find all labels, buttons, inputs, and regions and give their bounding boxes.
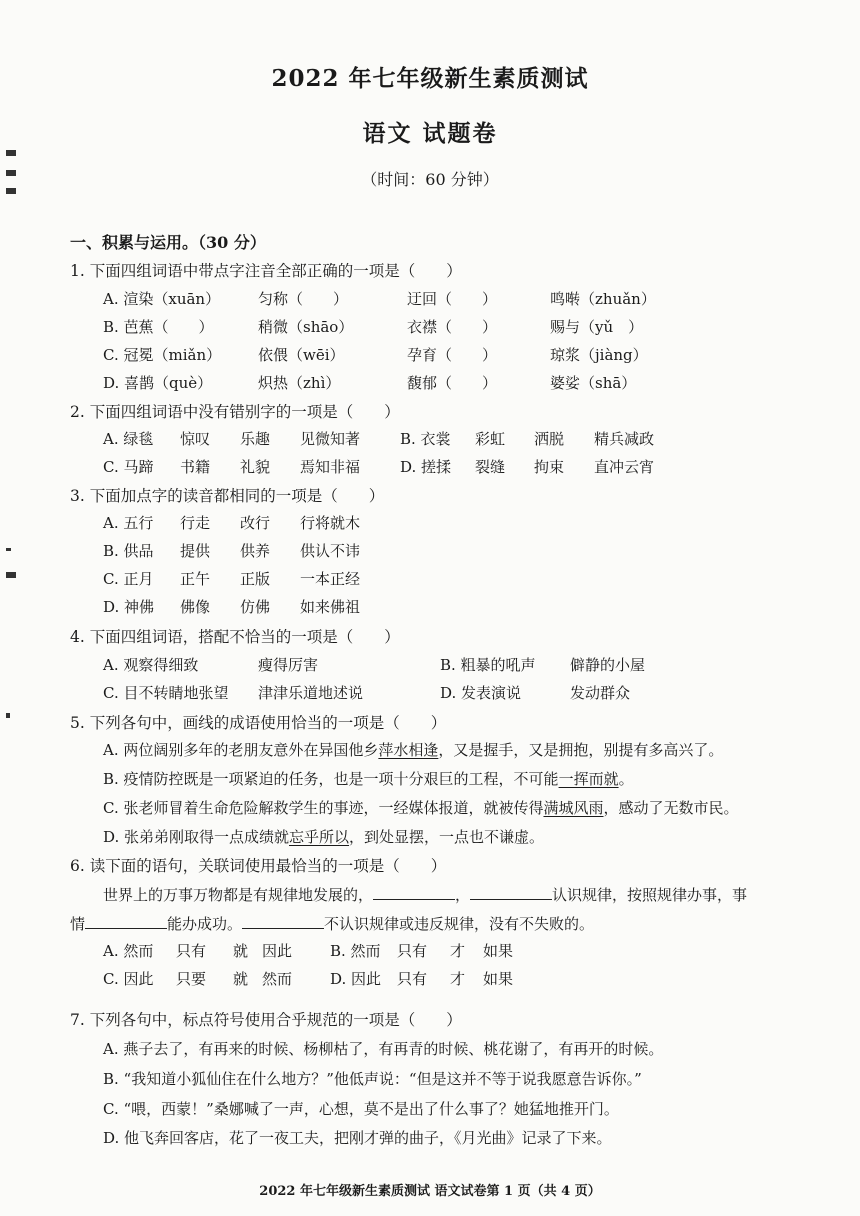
binding-mark — [6, 548, 11, 551]
q3-stem: 3. 下面加点字的读音都相同的一项是（ ） — [70, 487, 385, 505]
q3-option: 佛像 — [180, 598, 211, 616]
q2-option: 见微知著 — [300, 430, 361, 448]
q6-option: 如果 — [483, 942, 514, 960]
q4-stem: 4. 下面四组词语，搭配不恰当的一项是（ ） — [70, 628, 400, 646]
q3-option: 正版 — [240, 570, 271, 588]
q3-option: 改行 — [240, 514, 271, 532]
q3-option: 正午 — [180, 570, 211, 588]
page-footer: 2022 年七年级新生素质测试 语文试卷第 1 页（共 4 页） — [259, 1184, 601, 1199]
q4-option: D. 发表演说 — [440, 684, 522, 702]
q1-option: 稍微（shāo） — [258, 318, 354, 336]
q6-option: C. 因此 — [103, 970, 154, 988]
fill-blank — [242, 914, 324, 929]
q1-option: 馥郁（ ） — [407, 374, 498, 392]
q6-option: B. 然而 — [330, 942, 381, 960]
q2-option: C. 马蹄 — [103, 458, 154, 476]
q5-option-c: C. 张老师冒着生命危险解救学生的事迹，一经媒体报道，就被传得满城风雨，感动了无数市民。 — [103, 799, 739, 817]
q2-option: 彩虹 — [475, 430, 506, 448]
underlined-idiom: 满城风雨 — [543, 799, 604, 817]
q1-option: 孕育（ ） — [407, 346, 498, 364]
q4-option: B. 粗暴的吼声 — [440, 656, 536, 674]
q6-option: D. 因此 — [330, 970, 382, 988]
q1-stem: 1. 下面四组词语中带点字注音全部正确的一项是（ ） — [70, 262, 462, 280]
section-heading: 一、积累与运用。（30 分） — [70, 233, 266, 252]
q1-option: 赐与（yǔ ） — [550, 318, 644, 336]
q5-stem: 5. 下列各句中，画线的成语使用恰当的一项是（ ） — [70, 714, 447, 732]
exam-time: （时间：60 分钟） — [361, 170, 499, 189]
q7-option-d: D. 他飞奔回客店，花了一夜工夫，把刚才弹的曲子，《月光曲》记录了下来。 — [103, 1129, 612, 1147]
q2-option: 乐趣 — [240, 430, 271, 448]
q3-option: 如来佛祖 — [300, 598, 361, 616]
underlined-idiom: 忘乎所以 — [289, 828, 350, 846]
q6-option: 就 — [233, 942, 249, 960]
q3-option: 行走 — [180, 514, 211, 532]
q1-option: C. 冠冕（miǎn） — [103, 346, 222, 364]
q2-option: A. 绿毯 — [103, 430, 154, 448]
q2-option: 书籍 — [180, 458, 211, 476]
q1-option: 依偎（wēi） — [258, 346, 345, 364]
q4-option: 津津乐道地述说 — [258, 684, 364, 702]
q6-option: 然而 — [262, 970, 293, 988]
q1-option: B. 芭蕉（ ） — [103, 318, 214, 336]
q3-option: 仿佛 — [240, 598, 271, 616]
q2-stem: 2. 下面四组词语中没有错别字的一项是（ ） — [70, 403, 400, 421]
q3-option: B. 供品 — [103, 542, 154, 560]
q6-option: 只有 — [176, 942, 207, 960]
q6-option: 才 — [450, 942, 466, 960]
q6-option: 只要 — [176, 970, 207, 988]
fill-blank — [373, 885, 455, 900]
q5-option-a: A. 两位阔别多年的老朋友意外在异国他乡萍水相逢，又是握手，又是拥抱，别提有多高兴了。 — [103, 741, 724, 759]
q2-option: 直冲云宵 — [594, 458, 655, 476]
q1-option: 鸣啭（zhuǎn） — [550, 290, 656, 308]
q1-option: 匀称（ ） — [258, 290, 349, 308]
q1-option: 琼浆（jiàng） — [550, 346, 648, 364]
fill-blank — [85, 914, 167, 929]
q1-option: D. 喜鹊（què） — [103, 374, 213, 392]
exam-subtitle: 语文 试题卷 — [362, 120, 498, 147]
q3-option: 提供 — [180, 542, 211, 560]
q6-option: 因此 — [262, 942, 293, 960]
underlined-idiom: 萍水相逢 — [378, 741, 439, 759]
q2-option: 拘束 — [534, 458, 565, 476]
q4-option: 瘦得厉害 — [258, 656, 319, 674]
q4-option: C. 目不转睛地张望 — [103, 684, 229, 702]
q1-option: 婆娑（shā） — [550, 374, 637, 392]
q6-option: A. 然而 — [103, 942, 154, 960]
q5-option-d: D. 张弟弟刚取得一点成绩就忘乎所以，到处显摆，一点也不谦虚。 — [103, 828, 545, 846]
q2-option: B. 衣裳 — [400, 430, 451, 448]
q3-option: 供认不讳 — [300, 542, 361, 560]
q2-option: D. 搓揉 — [400, 458, 452, 476]
q2-option: 焉知非福 — [300, 458, 361, 476]
q4-option: 发动群众 — [570, 684, 631, 702]
q1-option: 迂回（ ） — [407, 290, 498, 308]
q7-option-b: B. “我知道小狐仙住在什么地方？”他低声说：“但是这并不等于说我愿意告诉你。” — [103, 1070, 642, 1088]
q5-option-b: B. 疫情防控既是一项紧迫的任务，也是一项十分艰巨的工程，不可能一挥而就。 — [103, 770, 634, 788]
q3-option: A. 五行 — [103, 514, 154, 532]
q2-option: 礼貌 — [240, 458, 271, 476]
q3-option: 一本正经 — [300, 570, 361, 588]
q6-option: 如果 — [483, 970, 514, 988]
q1-option: A. 渲染（xuān） — [103, 290, 221, 308]
q7-option-c: C. “喂，西蒙！”桑娜喊了一声，心想，莫不是出了什么事了？她猛地推开门。 — [103, 1100, 619, 1118]
q3-option: 行将就木 — [300, 514, 361, 532]
q3-option: 供养 — [240, 542, 271, 560]
q2-option: 精兵减政 — [594, 430, 655, 448]
q2-option: 惊叹 — [180, 430, 211, 448]
fill-blank — [470, 885, 552, 900]
binding-mark — [6, 150, 16, 156]
q4-option: A. 观察得细致 — [103, 656, 199, 674]
q6-stem: 6. 读下面的语句，关联词使用最恰当的一项是（ ） — [70, 857, 447, 875]
q6-passage-line1: 世界上的万事万物都是有规律地发展的， ， 认识规律，按照规律办事，事 — [103, 886, 748, 904]
q4-option: 僻静的小屋 — [570, 656, 646, 674]
binding-mark — [6, 713, 10, 718]
q1-option: 炽热（zhì） — [258, 374, 341, 392]
q2-option: 洒脱 — [534, 430, 565, 448]
q6-option: 只有 — [397, 942, 428, 960]
q3-option: C. 正月 — [103, 570, 154, 588]
exam-title: 2022 年七年级新生素质测试 — [271, 65, 589, 92]
q7-option-a: A. 燕子去了，有再来的时候、杨柳枯了，有再青的时候、桃花谢了，有再开的时候。 — [103, 1040, 664, 1058]
binding-mark — [6, 572, 16, 578]
q6-option: 只有 — [397, 970, 428, 988]
q6-option: 才 — [450, 970, 466, 988]
q1-option: 衣襟（ ） — [407, 318, 498, 336]
q6-option: 就 — [233, 970, 249, 988]
q6-passage-line2: 情 能办成功。 不认识规律或违反规律，没有不失败的。 — [70, 915, 595, 933]
underlined-idiom: 一挥而就 — [558, 770, 619, 788]
q7-stem: 7. 下列各句中，标点符号使用合乎规范的一项是（ ） — [70, 1011, 462, 1029]
q2-option: 裂缝 — [475, 458, 506, 476]
q3-option: D. 神佛 — [103, 598, 155, 616]
